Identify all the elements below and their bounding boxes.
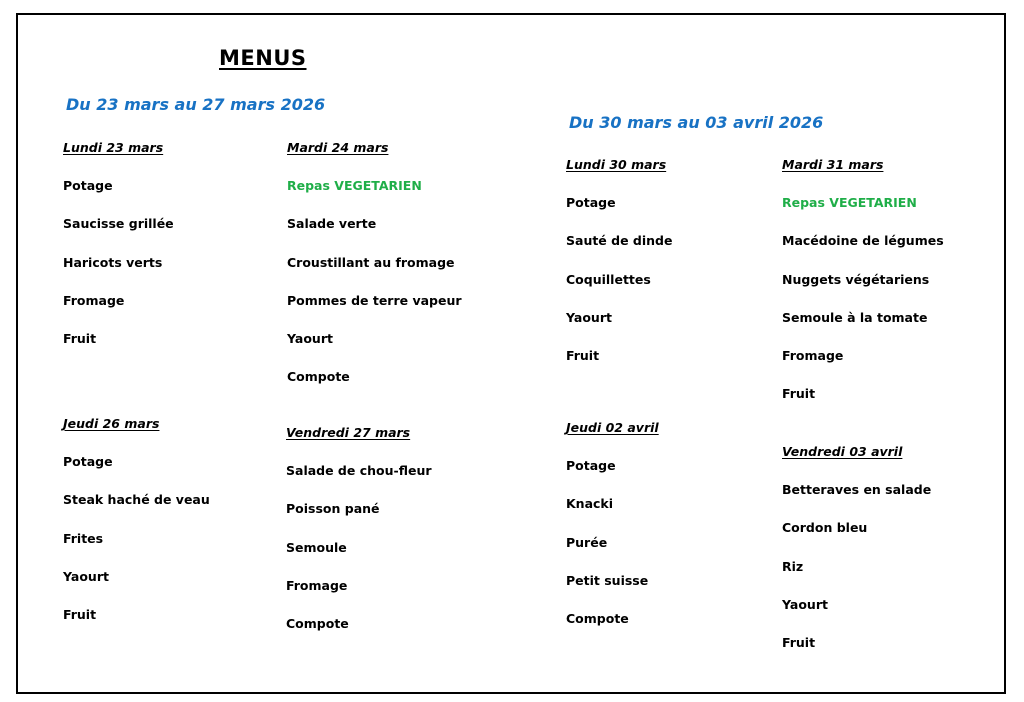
dish: Knacki: [566, 496, 614, 512]
dish: Haricots verts: [63, 254, 163, 270]
dish: Potage: [566, 458, 616, 473]
day-jeudi-26: [63, 416, 293, 645]
dish: Sauté de dinde: [566, 233, 673, 249]
day-mardi-24: [287, 140, 517, 408]
day-title: Jeudi 26 mars: [63, 416, 160, 431]
dish: Yaourt: [287, 331, 333, 347]
dish: Saucisse grillée: [63, 216, 174, 232]
day-lundi-23: [63, 140, 293, 369]
vegetarian-label: Repas VEGETARIEN: [287, 178, 422, 193]
dish: Fruit: [63, 331, 97, 347]
dish: Yaourt: [782, 596, 828, 612]
dish: Potage: [566, 195, 616, 210]
page-title: MENUS: [219, 46, 307, 70]
day-title: Vendredi 03 avril: [782, 444, 903, 459]
dish: Compote: [566, 611, 629, 627]
dish: Yaourt: [566, 309, 612, 325]
dish: Poisson pané: [286, 501, 380, 517]
dish: Fruit: [63, 607, 97, 623]
dish: Potage: [63, 178, 113, 193]
dish: Steak haché de veau: [63, 492, 210, 508]
day-title: Mardi 24 mars: [287, 140, 389, 155]
dish: Petit suisse: [566, 572, 649, 588]
day-lundi-30: [566, 157, 796, 386]
vegetarian-label: Repas VEGETARIEN: [782, 195, 917, 210]
day-title: Mardi 31 mars: [782, 157, 884, 172]
dish: Frites: [63, 530, 104, 546]
week-2-heading: Du 30 mars au 03 avril 2026: [569, 113, 824, 132]
dish: Fromage: [782, 348, 844, 364]
week-1-heading: Du 23 mars au 27 mars 2026: [66, 95, 326, 114]
day-mardi-31: [782, 157, 997, 425]
day-title: Lundi 23 mars: [63, 140, 164, 155]
day-vendredi-27: [286, 425, 516, 654]
dish: Fruit: [566, 348, 600, 364]
dish: Macédoine de légumes: [782, 233, 944, 249]
day-title: Lundi 30 mars: [566, 157, 667, 172]
dish: Yaourt: [63, 568, 109, 584]
dish: Compote: [286, 616, 349, 632]
dish: Fromage: [286, 577, 348, 593]
dish: Semoule à la tomate: [782, 309, 928, 325]
dish: Pommes de terre vapeur: [287, 292, 462, 308]
day-title: Vendredi 27 mars: [286, 425, 411, 440]
dish: Nuggets végétariens: [782, 271, 930, 287]
dish: Salade verte: [287, 216, 377, 232]
dish: Semoule: [286, 539, 347, 555]
dish: Compote: [287, 369, 350, 385]
dish: Fruit: [782, 635, 816, 651]
day-vendredi-03: [782, 444, 997, 673]
dish: Potage: [63, 454, 113, 469]
dish: Salade de chou-fleur: [286, 463, 432, 478]
dish: Riz: [782, 558, 804, 574]
dish: Fruit: [782, 386, 816, 402]
day-title: Jeudi 02 avril: [566, 420, 659, 435]
dish: Betteraves en salade: [782, 482, 932, 497]
day-jeudi-02: [566, 420, 796, 649]
dish: Purée: [566, 534, 608, 550]
dish: Cordon bleu: [782, 520, 868, 536]
dish: Croustillant au fromage: [287, 254, 455, 270]
dish: Coquillettes: [566, 271, 651, 287]
dish: Fromage: [63, 292, 125, 308]
